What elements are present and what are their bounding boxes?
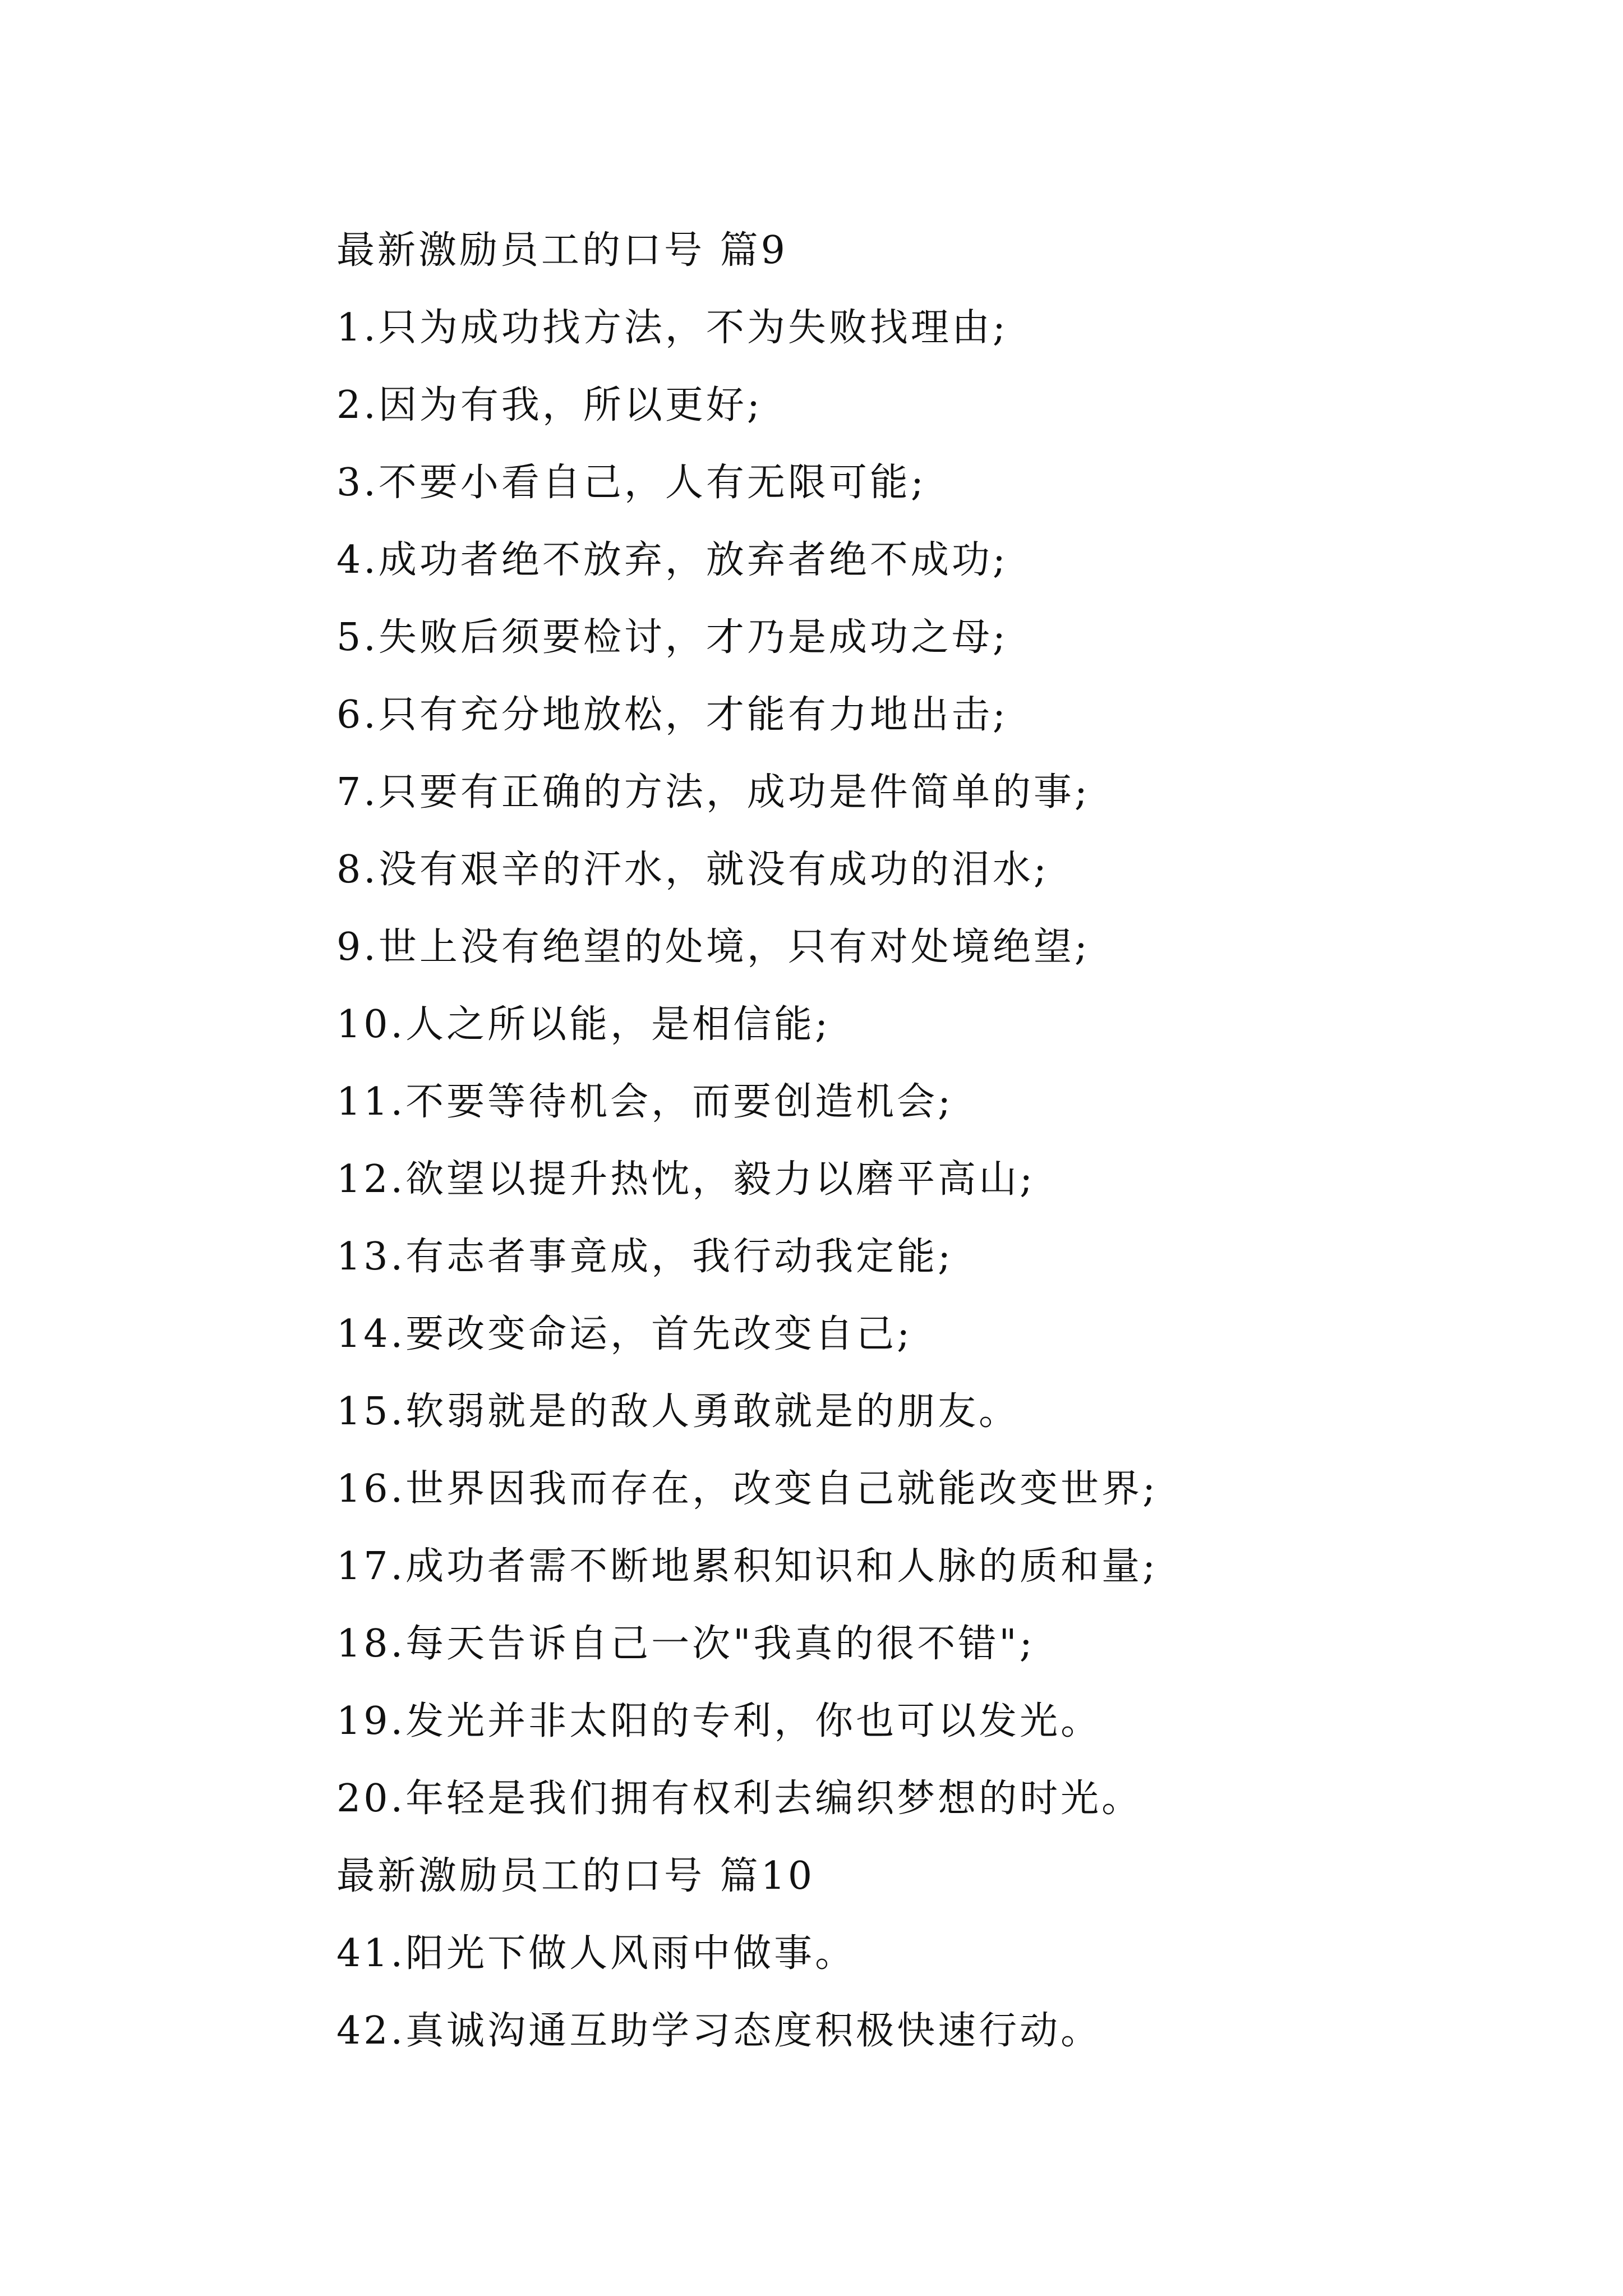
slogan-line: 18.每天告诉自己一次"我真的很不错";	[336, 1622, 1035, 1666]
slogan-line: 6.只有充分地放松，才能有力地出击;	[336, 693, 1008, 737]
slogan-line: 10.人之所以能，是相信能;	[336, 1002, 831, 1047]
slogan-line: 9.世上没有绝望的处境，只有对处境绝望;	[336, 925, 1090, 969]
slogan-line: 19.发光并非太阳的专利，你也可以发光。	[336, 1699, 1102, 1743]
slogan-line: 8.没有艰辛的汗水，就没有成功的泪水;	[336, 848, 1049, 892]
slogan-line: 20.年轻是我们拥有权利去编织梦想的时光。	[336, 1777, 1143, 1821]
slogan-line: 14.要改变命运，首先改变自己;	[336, 1312, 913, 1356]
slogan-line: 3.不要小看自己，人有无限可能;	[336, 461, 926, 505]
slogan-line: 4.成功者绝不放弃，放弃者绝不成功;	[336, 538, 1008, 582]
slogan-line: 16.世界因我而存在，改变自己就能改变世界;	[336, 1467, 1159, 1511]
slogan-line: 7.只要有正确的方法，成功是件简单的事;	[336, 770, 1090, 815]
slogan-line: 12.欲望以提升热忱，毅力以磨平高山;	[336, 1157, 1036, 1202]
slogan-line: 42.真诚沟通互助学习态度积极快速行动。	[336, 2009, 1102, 2053]
section-heading: 最新激励员工的口号 篇10	[336, 1854, 815, 1898]
slogan-line: 2.因为有我，所以更好;	[336, 383, 763, 427]
slogan-line: 11.不要等待机会，而要创造机会;	[336, 1080, 954, 1124]
section-heading: 最新激励员工的口号 篇9	[336, 228, 788, 273]
slogan-line: 41.阳光下做人风雨中做事。	[336, 1931, 856, 1976]
slogan-line: 17.成功者需不断地累积知识和人脉的质和量;	[336, 1544, 1159, 1589]
slogan-line: 13.有志者事竟成，我行动我定能;	[336, 1235, 954, 1279]
slogan-line: 5.失败后须要检讨，才乃是成功之母;	[336, 615, 1008, 660]
slogan-line: 15.软弱就是的敌人勇敢就是的朋友。	[336, 1389, 1020, 1434]
slogan-line: 1.只为成功找方法，不为失败找理由;	[336, 306, 1008, 350]
document-body	[336, 212, 1514, 2070]
